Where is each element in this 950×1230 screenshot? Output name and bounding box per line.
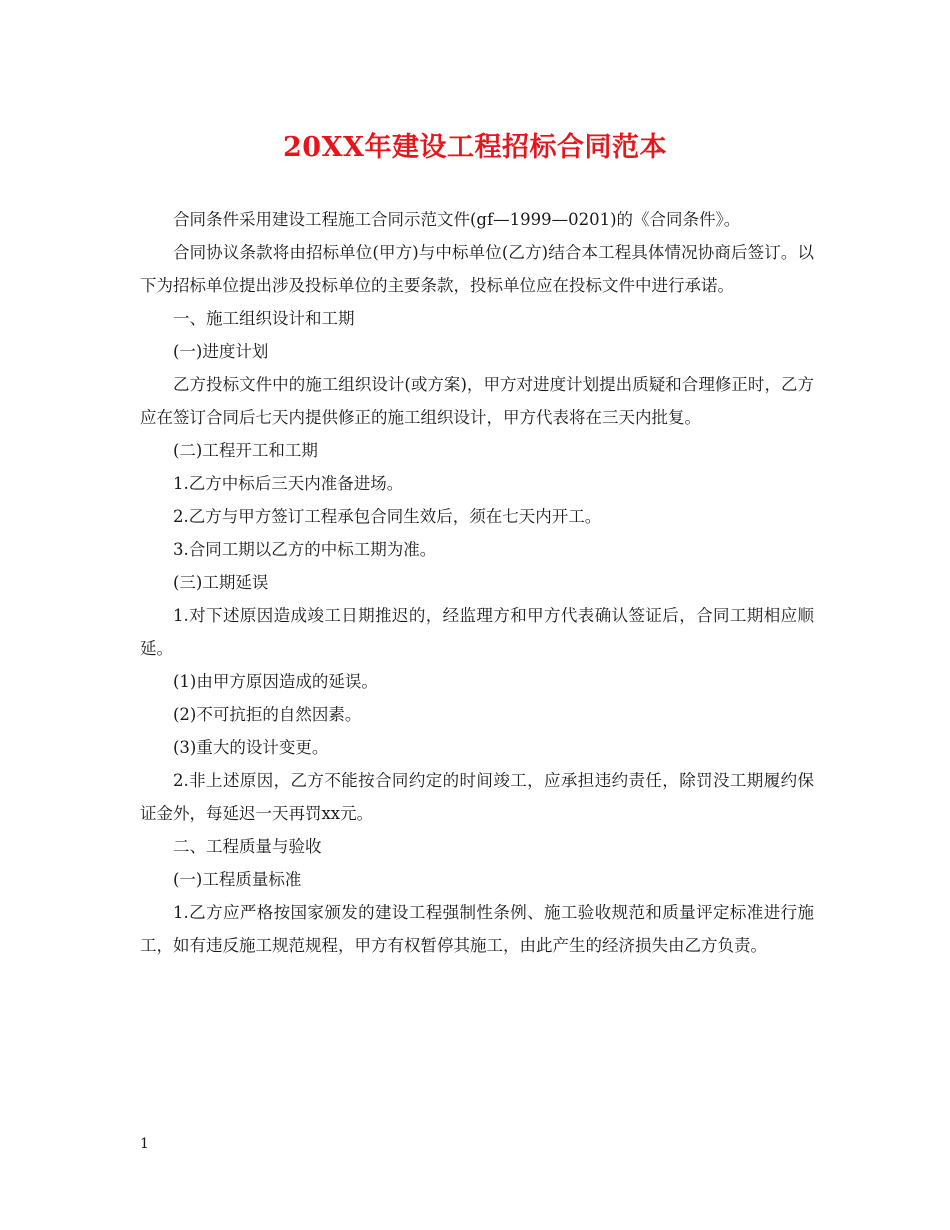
- list-item: 2.非上述原因，乙方不能按合同约定的时间竣工，应承担违约责任，除罚没工期履约保证金外，每延迟一天再罚xx元。: [140, 771, 814, 823]
- paragraph: 合同协议条款将由招标单位(甲方)与中标单位(乙方)结合本工程具体情况协商后签订。以下为招标单位提出涉及投标单位的主要条款，投标单位应在投标文件中进行承诺。: [140, 243, 814, 295]
- section-heading: 一、施工组织设计和工期: [173, 309, 355, 328]
- list-item: (1)由甲方原因造成的延误。: [173, 672, 378, 691]
- list-item: 1.乙方中标后三天内准备进场。: [173, 474, 404, 493]
- subsection-heading: (二)工程开工和工期: [173, 441, 318, 460]
- paragraph: 合同条件采用建设工程施工合同示范文件(gf—1999—0201)的《合同条件》。: [173, 210, 741, 229]
- list-item: (3)重大的设计变更。: [173, 738, 329, 757]
- paragraph: 乙方投标文件中的施工组织设计(或方案)，甲方对进度计划提出质疑和合理修正时，乙方应在签订合同后七天内提供修正的施工组织设计，甲方代表将在三天内批复。: [140, 375, 814, 427]
- page-number: 1: [140, 1136, 149, 1152]
- document-title: 20XX年建设工程招标合同范本: [283, 132, 667, 163]
- list-item: 1.乙方应严格按国家颁发的建设工程强制性条例、施工验收规范和质量评定标准进行施工，如有违反施工规范规程，甲方有权暂停其施工，由此产生的经济损失由乙方负责。: [140, 903, 814, 955]
- list-item: 1.对下述原因造成竣工日期推迟的，经监理方和甲方代表确认签证后，合同工期相应顺延。: [140, 606, 814, 658]
- list-item: (2)不可抗拒的自然因素。: [173, 705, 362, 724]
- list-item: 3.合同工期以乙方的中标工期为准。: [173, 540, 437, 559]
- subsection-heading: (三)工期延误: [173, 573, 269, 592]
- document-body: [140, 203, 814, 962]
- list-item: 2.乙方与甲方签订工程承包合同生效后，须在七天内开工。: [173, 507, 602, 526]
- subsection-heading: (一)工程质量标准: [173, 870, 302, 889]
- section-heading: 二、工程质量与验收: [173, 837, 322, 856]
- subsection-heading: (一)进度计划: [173, 342, 269, 361]
